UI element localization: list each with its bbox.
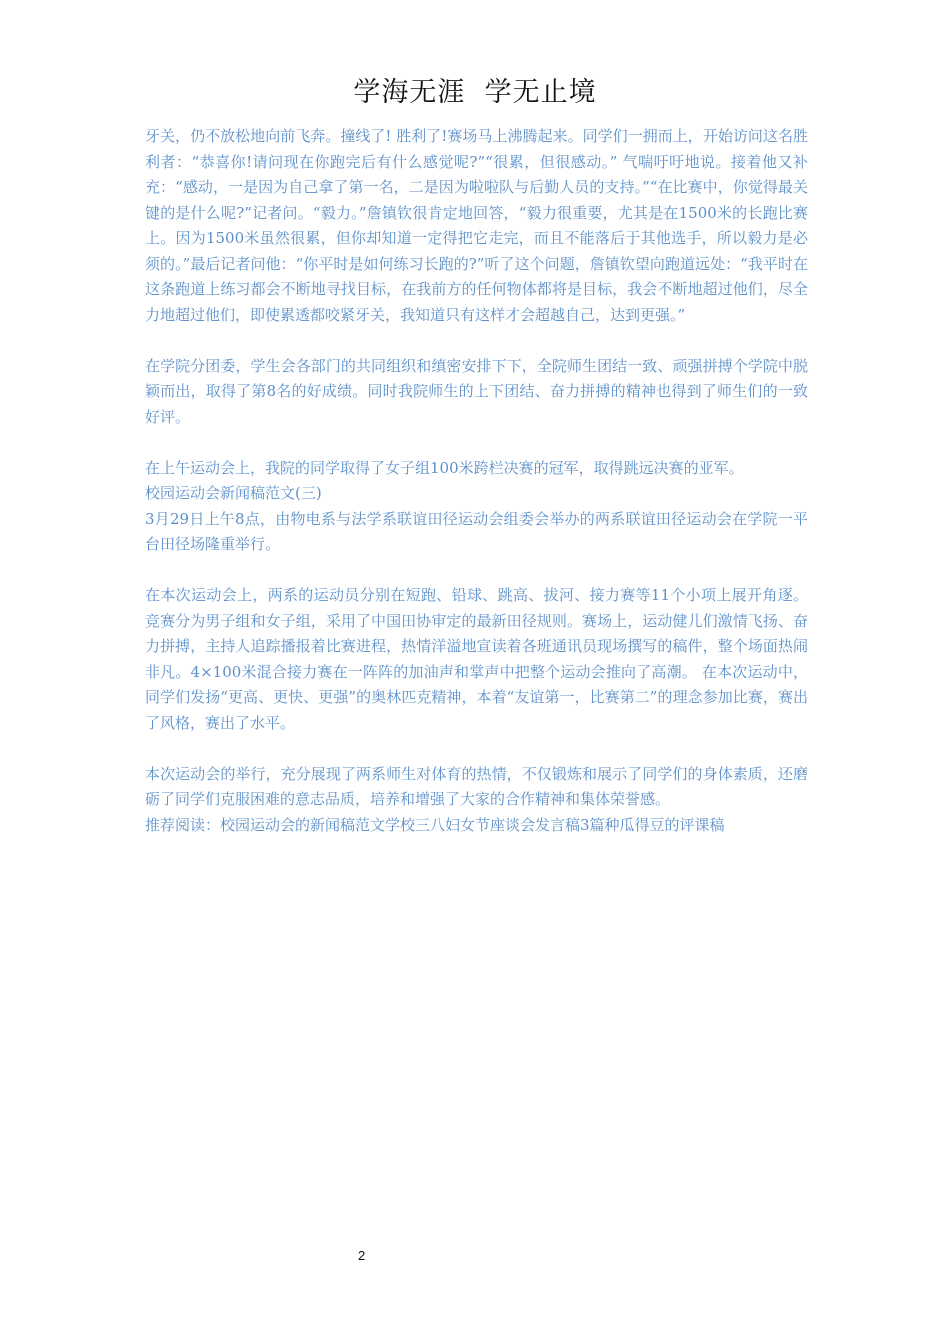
body-paragraph: 牙关，仍不放松地向前飞奔。撞线了! 胜利了!赛场马上沸腾起来。同学们一拥而上，开始访问这名胜利者：“恭喜你!请问现在你跑完后有什么感觉呢?”“很累，但很感动。” 气喘吁吁地说。接着他又补充：“感动，一是因为自己拿了第一名，二是因为啦啦队与后勤人员的支持。”“在比赛中，你觉得最关键的是什么呢?”记者问。“毅力。”詹镇钦很肯定地回答，“毅力很重要，尤其是在1500米的长跑比赛上。因为1500米虽然很累，但你却知道一定得把它走完，而且不能落后于其他选手，所以毅力是必须的。”最后记者问他：“你平时是如何练习长跑的?”听了这个问题，詹镇钦望向跑道远处：“我平时在这条跑道上练习都会不断地寻找目标，在我前方的任何物体都将是目标，我会不断地超过他们，尽全力地超过他们，即使累透都咬紧牙关，我知道只有这样才会超越自己，达到更强。” — [145, 127, 808, 324]
page-number: 2 — [358, 1248, 366, 1263]
page-header-title: 学海无涯 学无止境 — [353, 77, 597, 108]
body-paragraph: 本次运动会的举行，充分展现了两系师生对体育的热情，不仅锻炼和展示了同学们的身体素质，还磨砺了同学们克服困难的意志品质，培养和增强了大家的合作精神和集体荣誉感。 — [145, 764, 808, 808]
section-heading: 校园运动会新闻稿范文(三) — [145, 484, 322, 502]
document-body — [145, 124, 808, 838]
body-paragraph: 在本次运动会上，两系的运动员分别在短跑、铅球、跳高、拔河、接力赛等11个小项上展开角逐。竞赛分为男子组和女子组，采用了中国田协审定的最新田径规则。赛场上，运动健儿们激情飞扬、奋力拼搏，主持人追踪播报着比赛进程，热情洋溢地宣读着各班通讯员现场撰写的稿件，整个场面热闹非凡。4×100米混合接力赛在一阵阵的加油声和掌声中把整个运动会推向了高潮。 在本次运动中，同学们发扬“更高、更快、更强”的奥林匹克精神，本着“友谊第一，比赛第二”的理念参加比赛，赛出了风格，赛出了水平。 — [145, 586, 808, 732]
body-paragraph: 3月29日上午8点，由物电系与法学系联谊田径运动会组委会举办的两系联谊田径运动会在学院一平台田径场隆重举行。 — [145, 509, 808, 553]
body-paragraph: 在上午运动会上，我院的同学取得了女子组100米跨栏决赛的冠军，取得跳远决赛的亚军。 — [145, 458, 744, 477]
recommended-reading: 推荐阅读：校园运动会的新闻稿范文学校三八妇女节座谈会发言稿3篇种瓜得豆的评课稿 — [145, 815, 725, 834]
body-paragraph: 在学院分团委，学生会各部门的共同组织和缜密安排下下，全院师生团结一致、顽强拼搏个学院中脱颖而出，取得了第8名的好成绩。同时我院师生的上下团结、奋力拼搏的精神也得到了师生们的一致好评。 — [145, 356, 808, 426]
